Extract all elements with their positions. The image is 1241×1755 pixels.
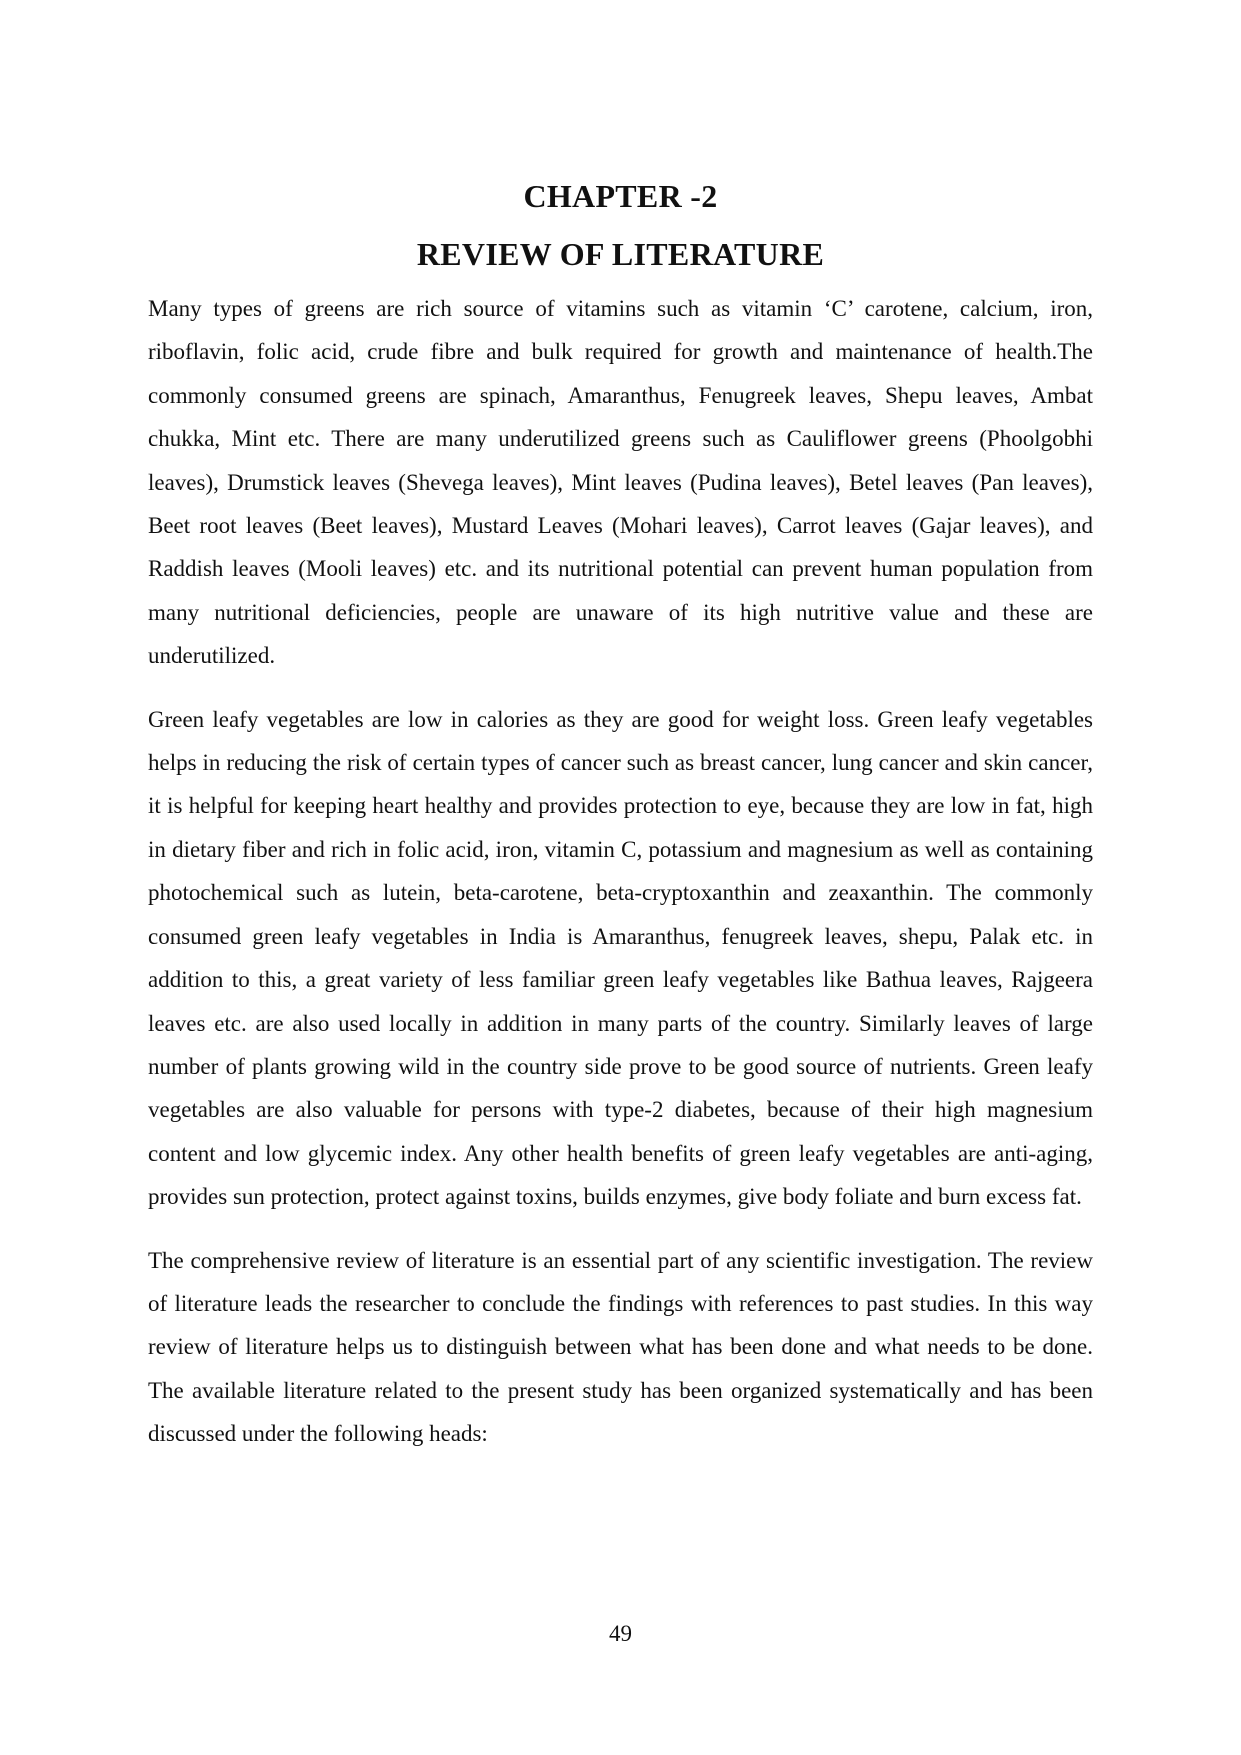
paragraph-review-purpose: The comprehensive review of literature is an essential part of any scientific investigation. The review of literature leads the researcher to conclude the findings with references to past studies. In this way review of literature helps us to distinguish between what has been done and what needs to be done. The available literature related to the present study has been organized systematically and has been discussed under the following heads: <box>148 1247 1093 1447</box>
paragraph-health-benefits: Green leafy vegetables are low in calories as they are good for weight loss. Green leafy vegetables helps in reducing the risk of certain types of cancer such as breast cancer, lung cancer and skin cancer, it is helpful for keeping heart healthy and provides protection to eye, because they are low in fat, high in dietary fiber and rich in folic acid, iron, vitamin C, potassium and magnesium as well as containing photochemical such as lutein, beta-carotene, beta-cryptoxanthin and zeaxanthin. The commonly consumed green leafy vegetables in India is Amaranthus, fenugreek leaves, shepu, Palak etc. in addition to this, a great variety of less familiar green leafy vegetables like Bathua leaves, Rajgeera leaves etc. are also used locally in addition in many parts of the country. Similarly leaves of large number of plants growing wild in the country side prove to be good source of nutrients. Green leafy vegetables are also valuable for persons with type-2 diabetes, because of their high magnesium content and low glycemic index. Any other health benefits of green leafy vegetables are anti-aging, provides sun protection, protect against toxins, builds enzymes, give body foliate and burn excess fat. <box>148 706 1093 1210</box>
paragraph-greens-intro: Many types of greens are rich source of vitamins such as vitamin ‘C’ carotene, calcium, iron, riboflavin, folic acid, crude fibre and bulk required for growth and maintenance of health.The commonly consumed greens are spinach, Amaranthus, Fenugreek leaves, Shepu leaves, Ambat chukka, Mint etc. There are many underutilized greens such as Cauliflower greens (Phoolgobhi leaves), Drumstick leaves (Shevega leaves), Mint leaves (Pudina leaves), Betel leaves (Pan leaves), Beet root leaves (Beet leaves), Mustard Leaves (Mohari leaves), Carrot leaves (Gajar leaves), and Raddish leaves (Mooli leaves) etc. and its nutritional potential can prevent human population from many nutritional deficiencies, people are unaware of its high nutritive value and these are underutilized. <box>148 296 1093 669</box>
chapter-number: CHAPTER -2 <box>523 178 718 214</box>
chapter-title: REVIEW OF LITERATURE <box>416 236 825 272</box>
body-text <box>148 287 1093 1476</box>
page-number: 49 <box>609 1621 632 1646</box>
